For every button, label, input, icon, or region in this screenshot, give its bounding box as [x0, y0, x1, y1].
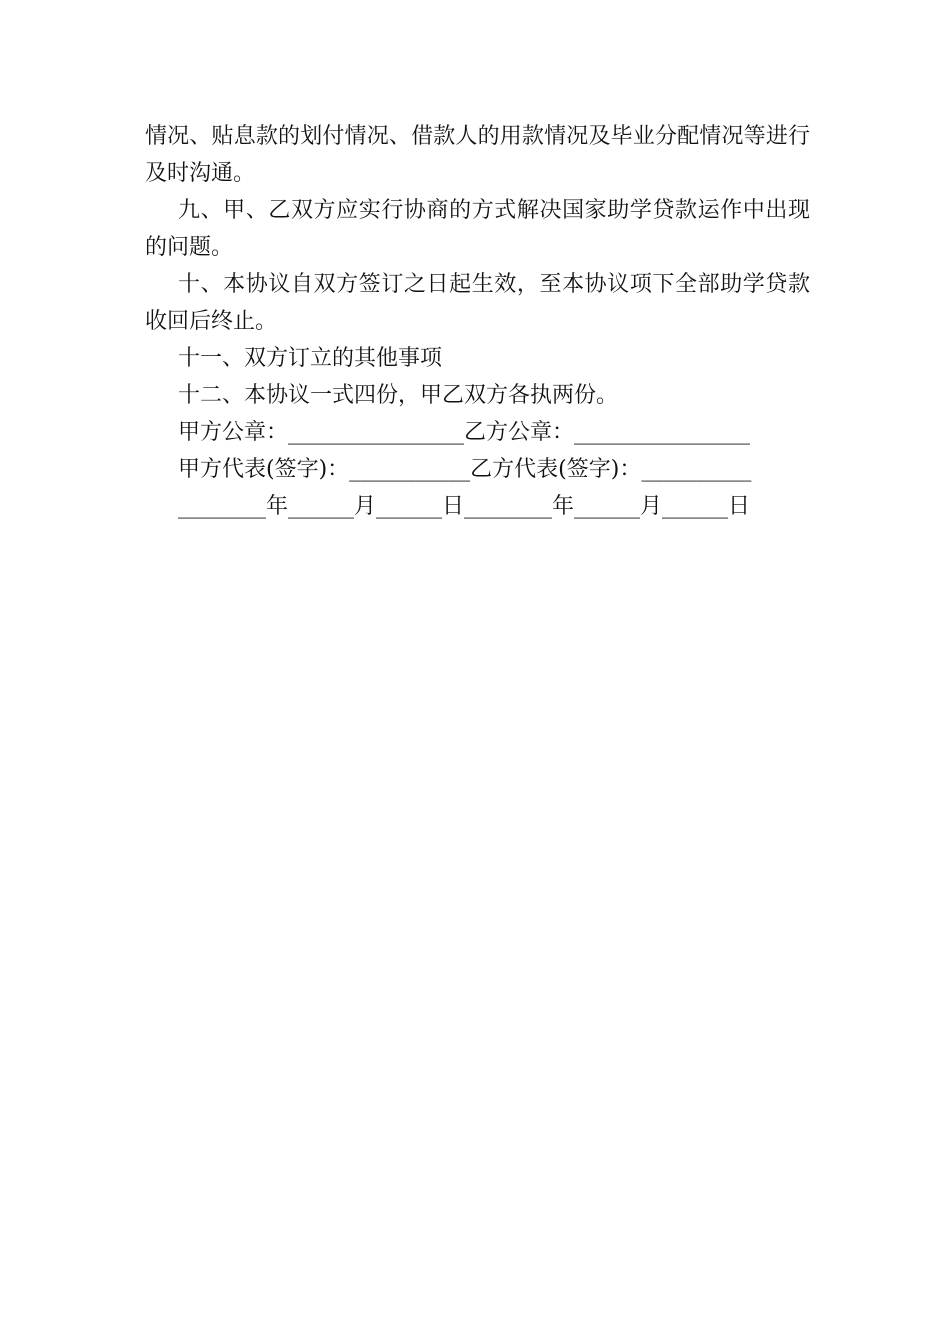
paragraph-clause-9: 九、甲、乙双方应实行协商的方式解决国家助学贷款运作中出现的问题。 — [145, 198, 810, 260]
representative-signature-line: 甲方代表(签字)：___________乙方代表(签字)：__________ — [178, 457, 752, 482]
paragraph-clause-12: 十二、本协议一式四份，甲乙双方各执两份。 — [178, 383, 619, 408]
paragraph-continuation: 情况、贴息款的划付情况、借款人的用款情况及毕业分配情况等进行及时沟通。 — [145, 124, 810, 186]
paragraph-clause-10: 十、本协议自双方签订之日起生效，至本协议项下全部助学贷款收回后终止。 — [145, 272, 810, 334]
document-body — [145, 118, 810, 525]
seal-signature-line: 甲方公章：________________乙方公章：________________ — [178, 420, 751, 445]
paragraph-clause-11: 十一、双方订立的其他事项 — [178, 346, 443, 371]
date-signature-line: ________年______月______日________年______月______日 — [178, 494, 751, 519]
